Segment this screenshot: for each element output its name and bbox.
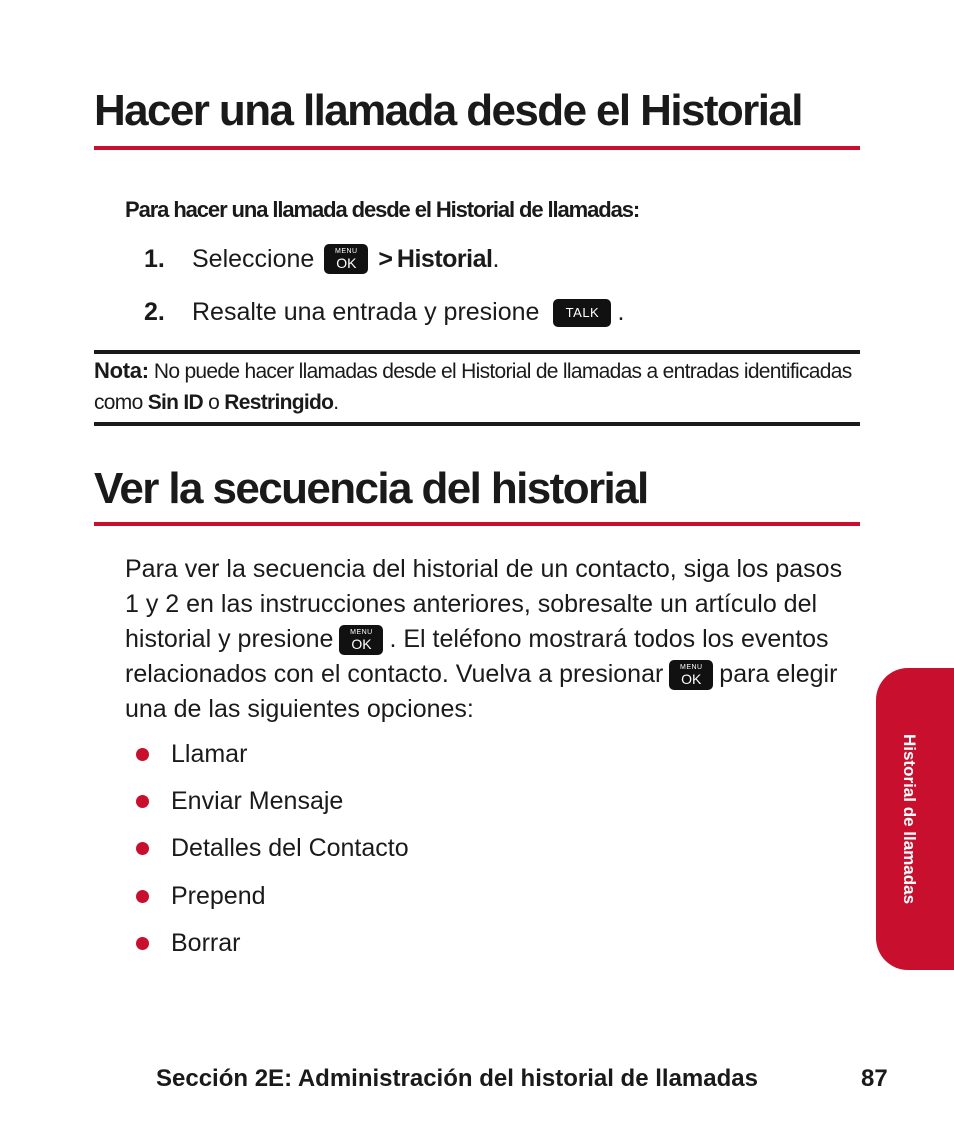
note-top-rule: [94, 350, 860, 354]
note-period: .: [333, 391, 339, 414]
title-rule: [94, 146, 860, 150]
step-number: 2.: [144, 298, 165, 326]
title-rule: [94, 522, 860, 526]
bullet-icon: [136, 795, 149, 808]
step-number: 1.: [144, 244, 165, 273]
menu-ok-key-icon: MENU OK: [324, 244, 368, 274]
footer-section-title: Sección 2E: Administración del historial de llamadas: [156, 1065, 758, 1092]
paragraph-text: para elegir una de las siguientes opciones:: [125, 660, 838, 723]
bullet-icon: [136, 842, 149, 855]
menu-ok-key-icon: MENU OK: [669, 660, 713, 690]
note-sin-id: Sin ID: [147, 391, 204, 414]
list-item: Detalles del Contacto: [136, 834, 409, 863]
paragraph-text: . El teléfono mostrará todos los eventos relacionados con el contacto. Vuelva a presionar: [125, 625, 829, 688]
step-period: .: [492, 244, 500, 273]
bullet-icon: [136, 937, 149, 950]
history-thread-paragraph: [125, 552, 845, 727]
menu-ok-key-icon: MENU OK: [339, 625, 383, 655]
bullet-icon: [136, 748, 149, 761]
chevron-right-icon: >: [378, 244, 393, 273]
bullet-icon: [136, 890, 149, 903]
list-item: Enviar Mensaje: [136, 787, 343, 816]
paragraph-text: Para ver la secuencia del historial de un contacto, siga los pasos 1 y 2 en las instrucciones anteriores, sobresalte un artículo del historial y presione: [125, 555, 843, 653]
step-text: Resalte una entrada y presione: [192, 298, 540, 326]
note-label: Nota:: [94, 358, 149, 383]
talk-key-icon: TALK: [553, 299, 611, 327]
procedure-heading: Para hacer una llamada desde el Historial de llamadas:: [125, 197, 640, 222]
list-item: Borrar: [136, 929, 240, 958]
step-1: [144, 244, 499, 274]
note-bottom-rule: [94, 422, 860, 426]
note: [94, 355, 860, 418]
list-item: Llamar: [136, 740, 247, 769]
note-text: No puede hacer llamadas desde el Historial de llamadas a entradas identificadas como: [94, 360, 852, 414]
step-2: [144, 298, 624, 327]
page-number: 87: [861, 1065, 888, 1092]
step-text: Seleccione: [192, 244, 315, 273]
note-or: o: [208, 391, 220, 414]
list-item: Prepend: [136, 882, 266, 911]
menu-target-historial: Historial: [396, 244, 493, 273]
section-title-history-thread: Ver la secuencia del historial: [94, 464, 648, 513]
step-period: .: [617, 298, 625, 326]
section-title-make-call: Hacer una llamada desde el Historial: [94, 86, 802, 135]
side-tab-label: Historial de llamadas: [900, 733, 919, 905]
note-restringido: Restringido: [224, 391, 334, 414]
